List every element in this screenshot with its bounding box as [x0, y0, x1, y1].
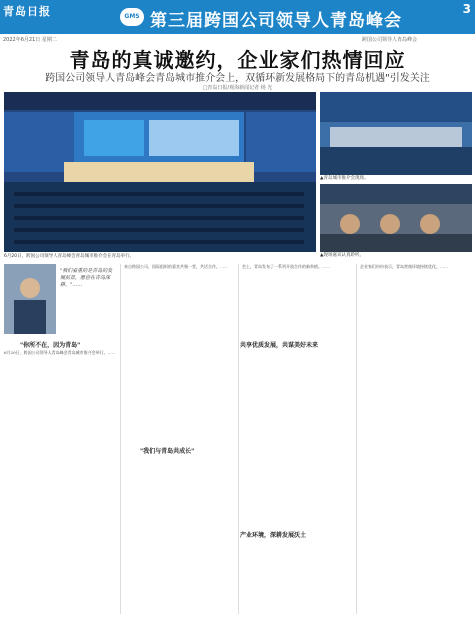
column-divider: [356, 264, 357, 614]
main-conference-photo: [4, 92, 316, 252]
lead-paragraph: "我们看重的是青岛的发展前景，愿意在青岛深耕。"……: [60, 268, 113, 288]
body-column-2: [124, 264, 234, 612]
dateline: 2022年6月21日 星期二: [3, 37, 57, 43]
section-heading-1: "你所不在，因为青岛": [20, 342, 81, 349]
body-column-1: [4, 350, 116, 612]
byline: □青岛日报/观海新闻记者 杨 光: [202, 85, 273, 91]
portrait-image: [4, 264, 56, 334]
body-column-4: [360, 264, 471, 612]
topic-label: 跨国公司领导人青岛峰会: [362, 37, 418, 43]
main-photo-caption: 6月20日，跨国公司领导人青岛峰会青岛城市推介会在青岛举行。: [4, 254, 135, 259]
section-title: 第三届跨国公司领导人青岛峰会: [150, 11, 402, 31]
section-heading-4: 产业环境，深耕发展沃土: [240, 532, 307, 539]
body-column-2-text: 来自跨国公司、国际组织的嘉宾共聚一堂，共话合作。……: [124, 264, 228, 269]
masthead-bar: [0, 0, 475, 34]
page-number: 3: [462, 2, 471, 16]
right-top-photo: [320, 92, 472, 175]
section-heading-3: 共享优质发展，共谋美好未来: [240, 342, 319, 349]
column-divider: [120, 264, 121, 614]
subheadline: 跨国公司领导人青岛峰会青岛城市推介会上，双循环新发展格局下的青岛机遇"引发关注: [45, 73, 430, 84]
right-top-caption: ▲青岛城市推介会现场。: [320, 176, 369, 181]
body-column-3: [242, 264, 352, 612]
audience-image: [320, 184, 472, 252]
column-divider: [238, 264, 239, 614]
headline: 青岛的真诚邀约，企业家们热情回应: [69, 48, 406, 72]
body-column-3-text: 会上，青岛发布了一系列开放合作的新举措。……: [242, 264, 330, 269]
body-column-4-text: 企业家们纷纷表示，青岛营商环境持续优化。……: [360, 264, 448, 269]
summit-badge: GMS: [120, 8, 144, 26]
city-promo-image: [320, 92, 472, 175]
inset-photo: [4, 264, 56, 334]
newspaper-logo: 青岛日报: [3, 5, 51, 18]
section-heading-2: "我们与青岛共成长": [140, 448, 195, 455]
right-bottom-caption: ▲现场嘉宾认真聆听。: [320, 253, 364, 258]
body-column-1-text: 6月20日，跨国公司领导人青岛峰会青岛城市推介会举行。……: [4, 350, 116, 355]
right-bottom-photo: [320, 184, 472, 252]
conference-hall-image: [4, 92, 316, 252]
